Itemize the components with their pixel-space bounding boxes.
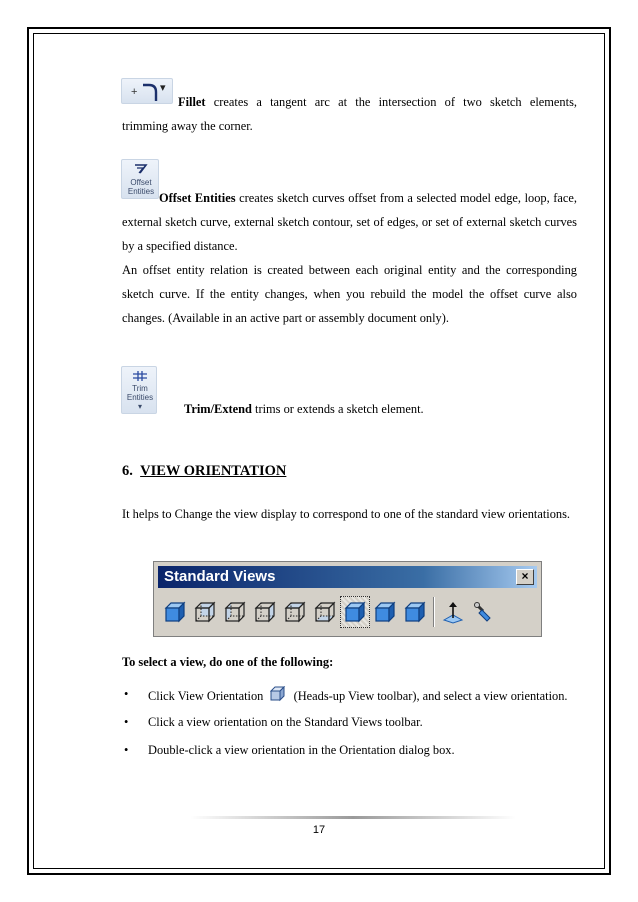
- back-view-icon: [193, 600, 217, 624]
- right-view-icon: [253, 600, 277, 624]
- select-view-list: [122, 686, 592, 770]
- trim-icon-label1: Trim: [132, 384, 148, 393]
- dimetric-view-icon: [403, 600, 427, 624]
- left-view-icon: [223, 600, 247, 624]
- normal-to-button[interactable]: [438, 596, 468, 628]
- trim-term: Trim/Extend: [184, 402, 252, 416]
- bottom-view-icon: [313, 600, 337, 624]
- section-title: VIEW ORIENTATION: [140, 463, 287, 479]
- trim-icon-label2: Entities: [126, 393, 154, 402]
- toolbar-title: Standard Views: [164, 568, 276, 585]
- view-orientation-icon[interactable]: [270, 686, 286, 702]
- normal-to-icon: [441, 600, 465, 624]
- isometric-view-button[interactable]: [340, 596, 370, 628]
- top-view-icon: [283, 600, 307, 624]
- trim-description: [122, 397, 577, 421]
- link-views-icon: [471, 600, 495, 624]
- offset-description: [122, 186, 577, 258]
- footer-divider: [190, 816, 516, 819]
- chevron-down-icon: ▾: [137, 402, 142, 411]
- chevron-down-icon: ▾: [160, 82, 166, 94]
- section-heading: [122, 463, 286, 480]
- fillet-description: [122, 90, 577, 114]
- isometric-view-icon: [343, 600, 367, 624]
- toolbar-separator: [433, 597, 435, 627]
- offset-text: creates sketch curves offset from a selected model edge, loop, face, external sketch curve, external sketch contour, set of edges, or set of external sketch curves by a specified distance.: [122, 191, 577, 253]
- link-views-button[interactable]: [468, 596, 498, 628]
- right-view-button[interactable]: [250, 596, 280, 628]
- offset-entities-icon: [133, 163, 149, 175]
- trimetric-view-icon: [373, 600, 397, 624]
- offset-icon-label2: Entities: [127, 187, 155, 196]
- fillet-term: Fillet: [178, 95, 206, 109]
- fillet-description-cont: trimming away the corner.: [122, 119, 253, 133]
- list-item: • Double-click a view orientation in the Orientation dialog box.: [122, 742, 592, 770]
- offset-relation-text: An offset entity relation is created between each original entity and the corresponding sketch curve. If the entity changes, when you rebuild the model the offset curve also changes. (Available in an active part or assembly document only).: [122, 263, 577, 325]
- standard-views-toolbar: [153, 561, 542, 637]
- select-view-heading: To select a view, do one of the following:: [122, 655, 334, 669]
- list-item: [122, 686, 592, 714]
- dimetric-view-button[interactable]: [400, 596, 430, 628]
- fillet-text-line1: creates a tangent arc at the intersection of two sketch elements,: [213, 95, 577, 109]
- offset-term: Offset Entities: [159, 191, 236, 205]
- top-view-button[interactable]: [280, 596, 310, 628]
- bullet-text-after: (Heads-up View toolbar), and select a view orientation.: [293, 689, 568, 703]
- bullet-text-before: Click View Orientation: [148, 689, 264, 703]
- trim-text: trims or extends a sketch element.: [255, 402, 424, 416]
- front-view-icon: [163, 600, 187, 624]
- close-icon[interactable]: ×: [516, 569, 534, 585]
- section-number: 6.: [122, 463, 133, 479]
- front-view-button[interactable]: [160, 596, 190, 628]
- trimetric-view-button[interactable]: [370, 596, 400, 628]
- toolbar-buttons: [160, 595, 498, 629]
- section-intro: It helps to Change the view display to correspond to one of the standard view orientations.: [122, 507, 571, 521]
- page-number: 17: [312, 824, 326, 836]
- back-view-button[interactable]: [190, 596, 220, 628]
- left-view-button[interactable]: [220, 596, 250, 628]
- offset-icon-label1: Offset: [130, 178, 152, 187]
- fillet-plus-label: +: [131, 86, 138, 98]
- list-item: • Click a view orientation on the Standard Views toolbar.: [122, 714, 592, 742]
- toolbar-title-bar[interactable]: [158, 566, 537, 588]
- bottom-view-button[interactable]: [310, 596, 340, 628]
- trim-entities-icon: [132, 370, 148, 382]
